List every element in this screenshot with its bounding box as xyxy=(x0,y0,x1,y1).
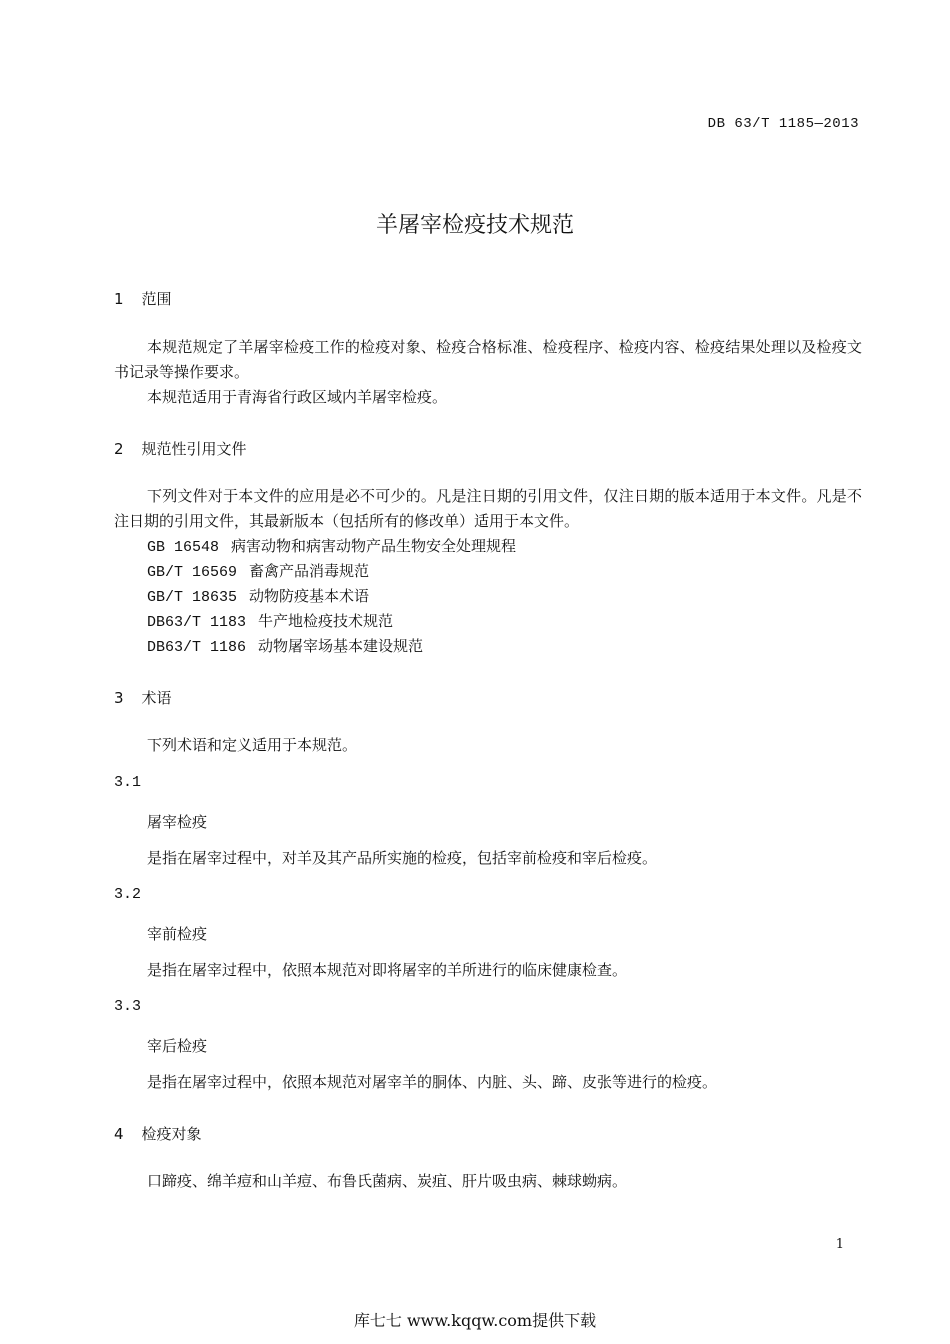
reference-title: 病害动物和病害动物产品生物安全处理规程 xyxy=(231,537,517,555)
reference-item xyxy=(147,635,423,656)
reference-item xyxy=(147,610,393,631)
section-1-paragraph-2: 本规范适用于青海省行政区域内羊屠宰检疫。 xyxy=(147,388,448,406)
section-3-heading xyxy=(114,687,172,708)
document-title: 羊屠宰检疫技术规范 xyxy=(375,213,574,238)
term-name: 屠宰检疫 xyxy=(147,813,208,831)
reference-code: GB/T 16569 xyxy=(147,564,238,581)
reference-code: DB63/T 1183 xyxy=(147,614,247,631)
term-definition: 是指在屠宰过程中，对羊及其产品所实施的检疫，包括宰前检疫和宰后检疫。 xyxy=(147,849,658,867)
section-title: 规范性引用文件 xyxy=(141,440,247,458)
section-3-intro: 下列术语和定义适用于本规范。 xyxy=(147,736,358,754)
section-4-paragraph-1: 口蹄疫、绵羊痘和山羊痘、布鲁氏菌病、炭疽、肝片吸虫病、棘球蚴病。 xyxy=(147,1172,628,1190)
section-4-heading xyxy=(114,1123,202,1144)
term-number: 3.2 xyxy=(114,886,142,903)
section-2-heading xyxy=(114,438,247,459)
reference-title: 畜禽产品消毒规范 xyxy=(249,562,370,580)
section-number: 3 xyxy=(114,689,124,707)
term-definition: 是指在屠宰过程中，依照本规范对屠宰羊的胴体、内脏、头、蹄、皮张等进行的检疫。 xyxy=(147,1073,718,1091)
section-1-heading xyxy=(114,288,172,309)
term-number: 3.1 xyxy=(114,774,142,791)
section-number: 4 xyxy=(114,1125,124,1143)
footer-watermark: 库七七 www.kqqw.com提供下载 xyxy=(353,1311,597,1330)
term-name: 宰后检疫 xyxy=(147,1037,208,1055)
reference-title: 牛产地检疫技术规范 xyxy=(258,612,394,630)
reference-item xyxy=(147,535,516,556)
term-name: 宰前检疫 xyxy=(147,925,208,943)
section-title: 范围 xyxy=(141,290,172,308)
reference-title: 动物屠宰场基本建设规范 xyxy=(258,637,424,655)
page-number: 1 xyxy=(835,1237,844,1252)
term-definition: 是指在屠宰过程中，依照本规范对即将屠宰的羊所进行的临床健康检查。 xyxy=(147,961,628,979)
reference-item xyxy=(147,585,369,606)
section-number: 2 xyxy=(114,440,124,458)
term-number: 3.3 xyxy=(114,998,142,1015)
reference-code: DB63/T 1186 xyxy=(147,639,247,656)
reference-item xyxy=(147,560,369,581)
reference-title: 动物防疫基本术语 xyxy=(249,587,370,605)
reference-code: GB 16548 xyxy=(147,539,220,556)
reference-code: GB/T 18635 xyxy=(147,589,238,606)
section-2-paragraph-1: 下列文件对于本文件的应用是必不可少的。凡是注日期的引用文件，仅注日期的版本适用于本文件。凡是不注日期的引用文件，其最新版本（包括所有的修改单）适用于本文件。 xyxy=(114,487,862,530)
section-1-paragraph-1: 本规范规定了羊屠宰检疫工作的检疫对象、检疫合格标准、检疫程序、检疫内容、检疫结果处理以及检疫文书记录等操作要求。 xyxy=(114,338,862,381)
section-title: 检疫对象 xyxy=(141,1125,202,1143)
standard-number: DB 63/T 1185—2013 xyxy=(707,116,859,132)
section-title: 术语 xyxy=(141,689,172,707)
section-number: 1 xyxy=(114,290,124,308)
